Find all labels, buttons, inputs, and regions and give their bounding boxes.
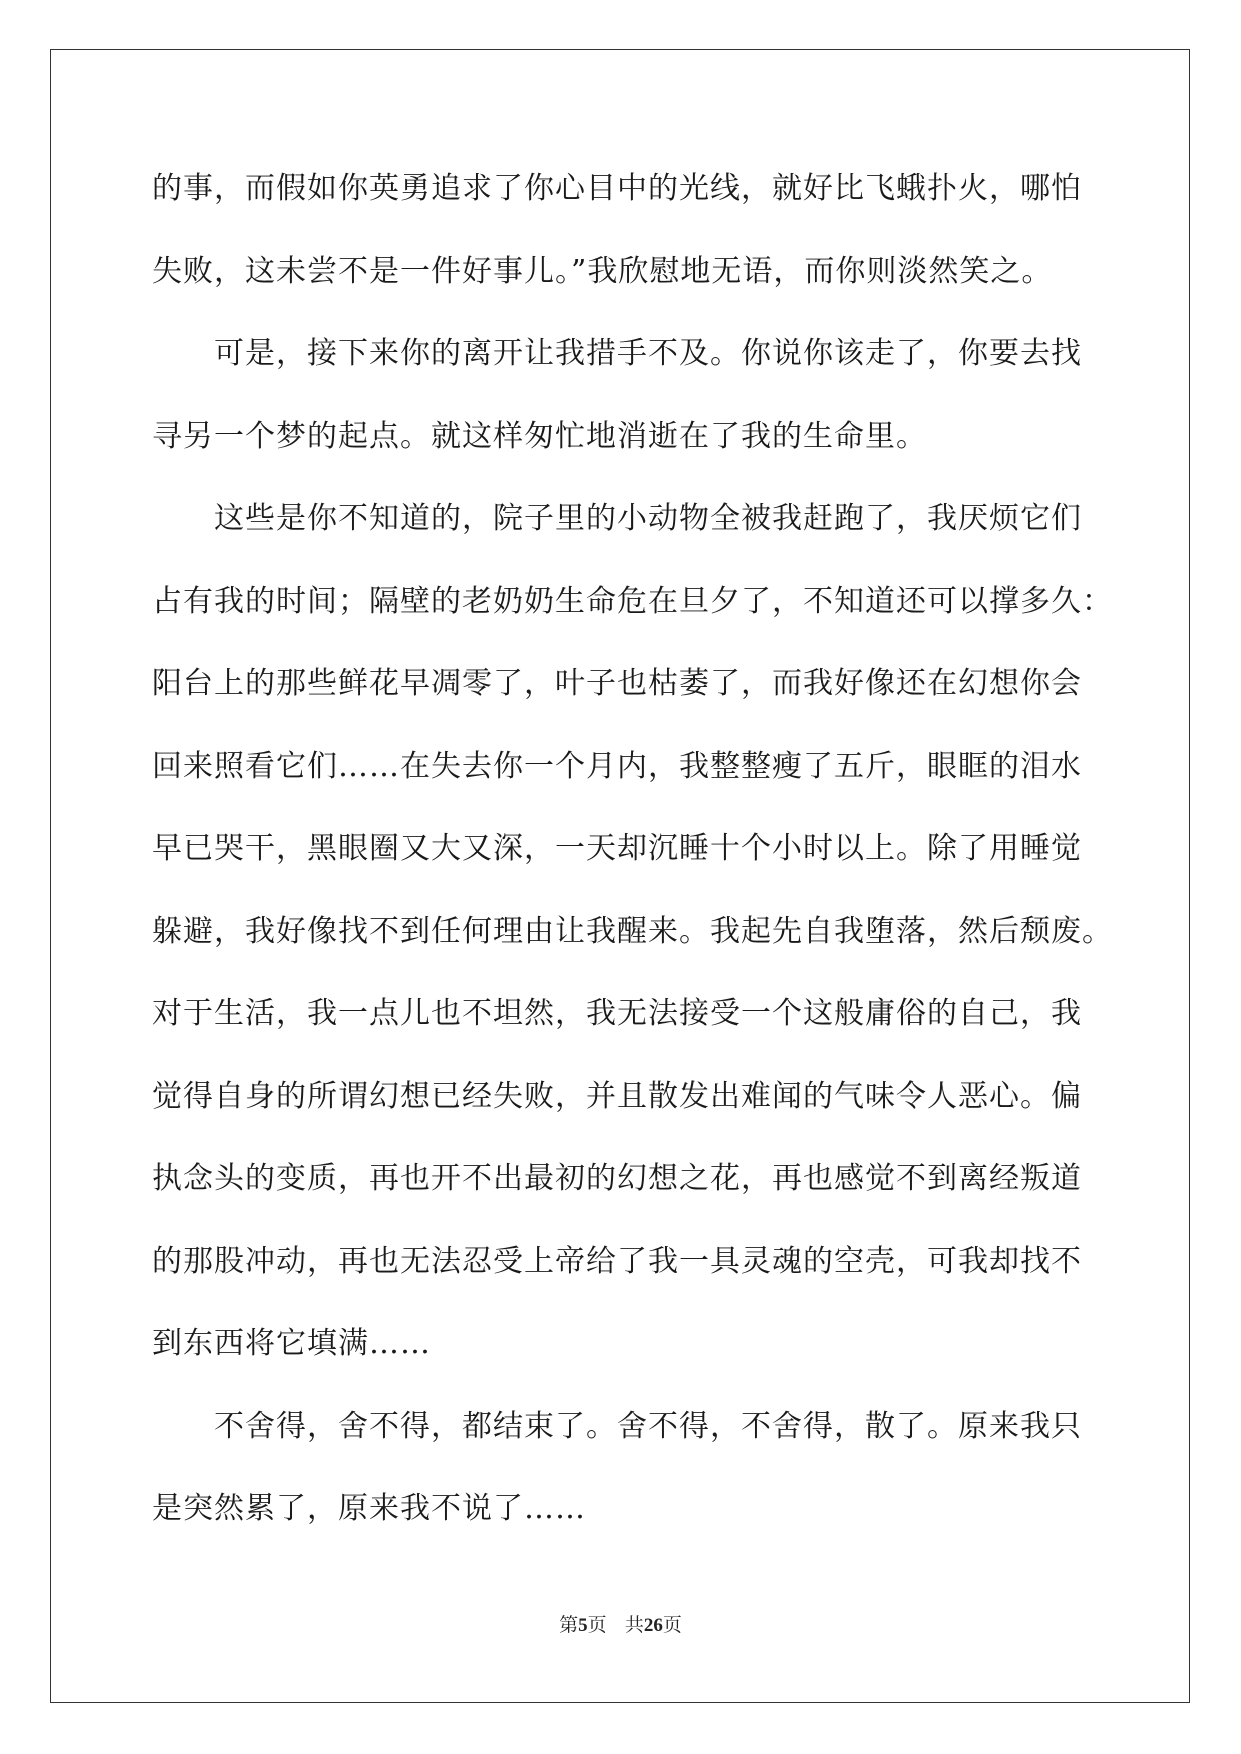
text-line: 占有我的时间；隔壁的老奶奶生命危在旦夕了，不知道还可以撑多久： bbox=[152, 583, 1113, 619]
text-line: 失败，这未尝不是一件好事儿。”我欣慰地无语，而你则淡然笑之。 bbox=[152, 253, 1053, 289]
text-line: 阳台上的那些鲜花早凋零了，叶子也枯萎了，而我好像还在幻想你会 bbox=[152, 666, 1082, 701]
text-line: 回来照看它们……在失去你一个月内，我整整瘦了五斤，眼眶的泪水 bbox=[152, 748, 1082, 784]
text-line: 是突然累了，原来我不说了…… bbox=[152, 1491, 586, 1526]
page-footer bbox=[0, 1610, 1241, 1637]
text-line: 这些是你不知道的，院子里的小动物全被我赶跑了，我厌烦它们 bbox=[214, 501, 1082, 536]
footer-total-suffix: 页 bbox=[662, 1614, 682, 1636]
page-number: 5 bbox=[578, 1615, 588, 1636]
text-line: 早已哭干，黑眼圈又大又深，一天却沉睡十个小时以上。除了用睡觉 bbox=[152, 831, 1082, 866]
text-line: 的那股冲动，再也无法忍受上帝给了我一具灵魂的空壳，可我却找不 bbox=[152, 1243, 1082, 1279]
text-line: 觉得自身的所谓幻想已经失败，并且散发出难闻的气味令人恶心。偏 bbox=[152, 1078, 1082, 1114]
text-line: 可是，接下来你的离开让我措手不及。你说你该走了，你要去找 bbox=[214, 336, 1082, 371]
footer-total-prefix: 共 bbox=[624, 1614, 644, 1636]
text-line: 的事，而假如你英勇追求了你心目中的光线，就好比飞蛾扑火，哪怕 bbox=[152, 171, 1082, 206]
text-line: 不舍得，舍不得，都结束了。舍不得，不舍得，散了。原来我只 bbox=[214, 1408, 1082, 1444]
text-line: 到东西将它填满…… bbox=[152, 1326, 431, 1361]
total-pages: 26 bbox=[643, 1615, 663, 1636]
document-body bbox=[152, 148, 1113, 1551]
footer-prefix: 第 bbox=[559, 1614, 579, 1636]
footer-page-suffix: 页 bbox=[587, 1614, 607, 1636]
text-line: 寻另一个梦的起点。就这样匆忙地消逝在了我的生命里。 bbox=[152, 418, 927, 454]
text-line: 对于生活，我一点儿也不坦然，我无法接受一个这般庸俗的自己，我 bbox=[152, 996, 1082, 1031]
text-line: 躲避，我好像找不到任何理由让我醒来。我起先自我堕落，然后颓废。 bbox=[152, 913, 1113, 949]
text-line: 执念头的变质，再也开不出最初的幻想之花，再也感觉不到离经叛道 bbox=[152, 1161, 1082, 1196]
